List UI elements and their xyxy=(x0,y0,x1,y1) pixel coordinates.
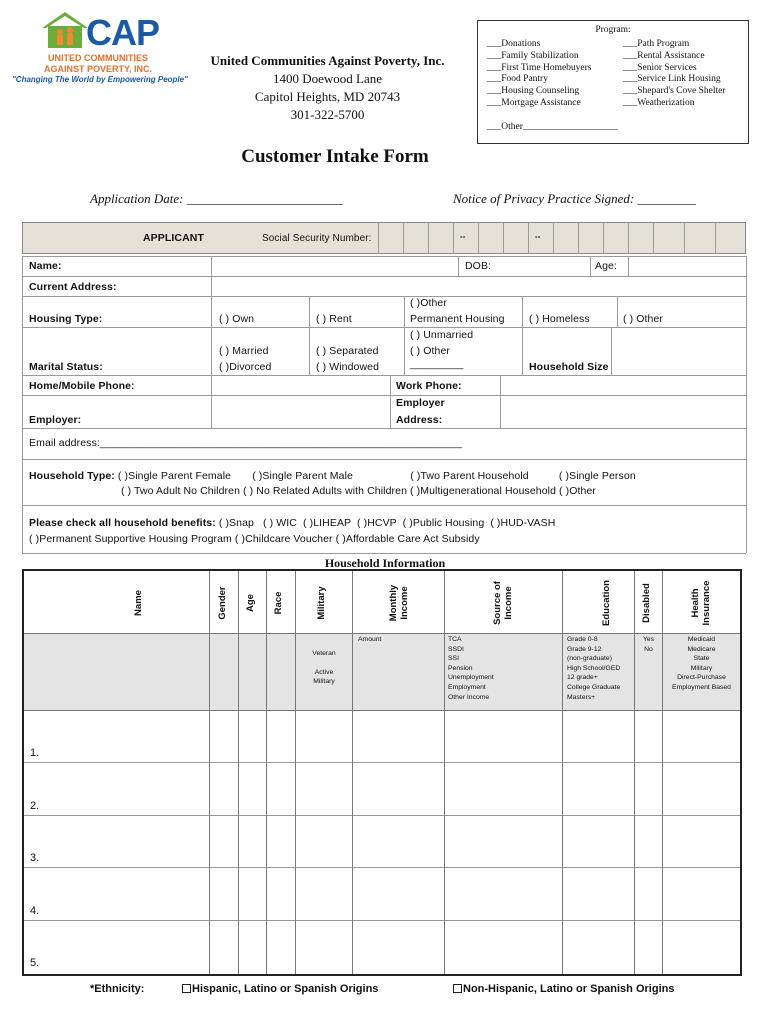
household-type-options[interactable]: ( )Single Parent Female ( )Single Parent Male ( )Two Parent Household ( )Single Person xyxy=(114,470,636,482)
ssn-dash: -- xyxy=(460,232,466,241)
table-row[interactable]: 4. xyxy=(30,905,40,917)
name-label: Name: xyxy=(29,260,62,272)
employer-address-label-2: Address: xyxy=(396,414,443,426)
program-item[interactable]: ___Rental Assistance xyxy=(623,50,705,61)
household-type-row xyxy=(29,470,636,482)
source-options: TCA SSDI SSI Pension Unemployment Employment Other Income xyxy=(448,636,494,701)
privacy-notice-field[interactable]: Notice of Privacy Practice Signed: _________ xyxy=(453,191,696,206)
military-options: Veteran Active Military xyxy=(312,650,336,686)
household-size-label: Household Size xyxy=(529,361,609,373)
logo-line2: AGAINST POVERTY, INC. xyxy=(43,64,152,74)
benefits-options[interactable]: ( )Snap ( ) WIC ( )LIHEAP ( )HCVP ( )Public Housing ( )HUD-VASH xyxy=(215,517,556,529)
household-title: Household Information xyxy=(324,556,446,570)
employer-label: Employer: xyxy=(29,414,82,426)
checkbox-icon[interactable] xyxy=(453,984,462,993)
disabled-options: Yes No xyxy=(642,636,655,653)
house-logo-icon xyxy=(38,10,92,48)
household-type-options-2[interactable]: ( ) Two Adult No Children ( ) No Related Adults with Children ( )Multigenerational Household ( )Other xyxy=(121,485,597,497)
ethnicity-label: *Ethnicity: xyxy=(90,983,145,995)
program-item[interactable]: ___Food Pantry xyxy=(487,74,548,85)
employer-address-label: Employer xyxy=(396,397,445,409)
work-phone-label: Work Phone: xyxy=(396,380,462,392)
col-name: Name xyxy=(133,590,144,616)
ethnicity-option-hispanic[interactable]: Hispanic, Latino or Spanish Origins xyxy=(182,983,378,995)
household-options-row xyxy=(24,633,740,710)
col-disabled: Disabled xyxy=(641,583,652,623)
housing-other-permanent-label: Permanent Housing xyxy=(410,313,505,325)
program-list-left xyxy=(487,39,592,110)
program-other[interactable]: ___Other____________________ xyxy=(487,122,618,132)
col-source-of-income: Source of Income xyxy=(492,581,514,625)
program-item[interactable]: ___Mortgage Assistance xyxy=(487,97,581,108)
marital-other-option[interactable]: ( ) Other xyxy=(410,345,450,357)
program-item[interactable]: ___Housing Counseling xyxy=(487,86,580,97)
col-race: Race xyxy=(273,591,284,615)
checkbox-icon[interactable] xyxy=(182,984,191,993)
table-row[interactable]: 1. xyxy=(30,747,40,759)
email-field[interactable]: Email address:_____________________________________________________________ xyxy=(29,437,463,449)
organization-city: Capitol Heights, MD 20743 xyxy=(254,89,401,104)
benefits-row xyxy=(29,517,555,529)
marital-divorced-option[interactable]: ( )Divorced xyxy=(219,361,272,373)
logo-wordmark: CAP xyxy=(86,12,160,53)
organization-street: 1400 Doewood Lane xyxy=(272,71,383,86)
applicant-header: APPLICANT xyxy=(143,232,204,244)
program-item[interactable]: ___Donations xyxy=(487,39,541,49)
program-box xyxy=(477,20,749,144)
program-item[interactable]: ___Senior Services xyxy=(623,62,697,73)
program-item[interactable]: ___Family Stabilization xyxy=(487,50,579,61)
marital-status-label: Marital Status: xyxy=(29,361,103,373)
benefits-label: Please check all household benefits: xyxy=(29,517,216,529)
marital-other-blank[interactable]: _________ xyxy=(410,358,464,370)
benefits-options-2[interactable]: ( )Permanent Supportive Housing Program ( )Childcare Voucher ( )Affordable Care Act Subsidy xyxy=(29,533,480,545)
col-gender: Gender xyxy=(217,586,228,620)
insurance-options: Medicaid Medicare State Military Direct-Purchase Employment Based xyxy=(672,636,731,691)
ssn-label: Social Security Number: xyxy=(262,233,372,244)
housing-other-option[interactable]: ( ) Other xyxy=(623,313,663,325)
table-row[interactable]: 5. xyxy=(30,957,40,969)
housing-type-label: Housing Type: xyxy=(29,313,103,325)
marital-widowed-option[interactable]: ( ) Windowed xyxy=(316,361,380,373)
logo-tagline: "Changing The World by Empowering People" xyxy=(12,75,188,84)
table-row[interactable]: 2. xyxy=(30,800,40,812)
applicant-header-bar xyxy=(22,222,746,254)
col-monthly-income: Monthly Income xyxy=(388,584,410,622)
program-item[interactable]: ___Path Program xyxy=(623,39,690,49)
program-item[interactable]: ___First Time Homebuyers xyxy=(487,62,592,73)
program-title: Program: xyxy=(595,25,631,35)
housing-own-option[interactable]: ( ) Own xyxy=(219,313,255,325)
housing-rent-option[interactable]: ( ) Rent xyxy=(316,313,352,325)
marital-unmarried-option[interactable]: ( ) Unmarried xyxy=(410,329,474,341)
marital-separated-option[interactable]: ( ) Separated xyxy=(316,345,379,357)
dob-label: DOB: xyxy=(465,260,492,272)
household-type-label: Household Type: xyxy=(29,470,115,482)
col-age: Age xyxy=(245,594,256,612)
current-address-label: Current Address: xyxy=(29,281,117,293)
col-health-insurance: Health Insurance xyxy=(690,580,712,626)
program-item[interactable]: ___Weatherization xyxy=(623,97,695,108)
organization-phone: 301-322-5700 xyxy=(290,107,365,122)
program-item[interactable]: ___Shepard's Cove Shelter xyxy=(623,86,726,97)
age-label: Age: xyxy=(595,260,617,272)
home-phone-label: Home/Mobile Phone: xyxy=(29,380,135,392)
col-military: Military xyxy=(316,586,327,620)
ssn-dash: -- xyxy=(535,232,541,241)
form-title: Customer Intake Form xyxy=(241,146,429,167)
education-options: Grade 0-8 Grade 9-12 (non-graduate) High School/GED 12 grade+ College Graduate Masters+ xyxy=(567,636,621,701)
application-date-field[interactable]: Application Date: ________________________ xyxy=(90,191,343,206)
program-list-right xyxy=(623,39,726,110)
income-options: Amount xyxy=(358,636,382,643)
logo-line1: UNITED COMMUNITIES xyxy=(48,53,148,63)
col-education: Education xyxy=(601,580,612,626)
organization-name: United Communities Against Poverty, Inc. xyxy=(210,53,445,68)
organization-info xyxy=(195,52,460,124)
program-item[interactable]: ___Service Link Housing xyxy=(623,74,721,85)
housing-homeless-option[interactable]: ( ) Homeless xyxy=(529,313,590,325)
marital-married-option[interactable]: ( ) Married xyxy=(219,345,269,357)
housing-other-permanent-option[interactable]: ( )Other xyxy=(410,297,447,309)
table-row[interactable]: 3. xyxy=(30,852,40,864)
ethnicity-option-non-hispanic[interactable]: Non-Hispanic, Latino or Spanish Origins xyxy=(453,983,674,995)
